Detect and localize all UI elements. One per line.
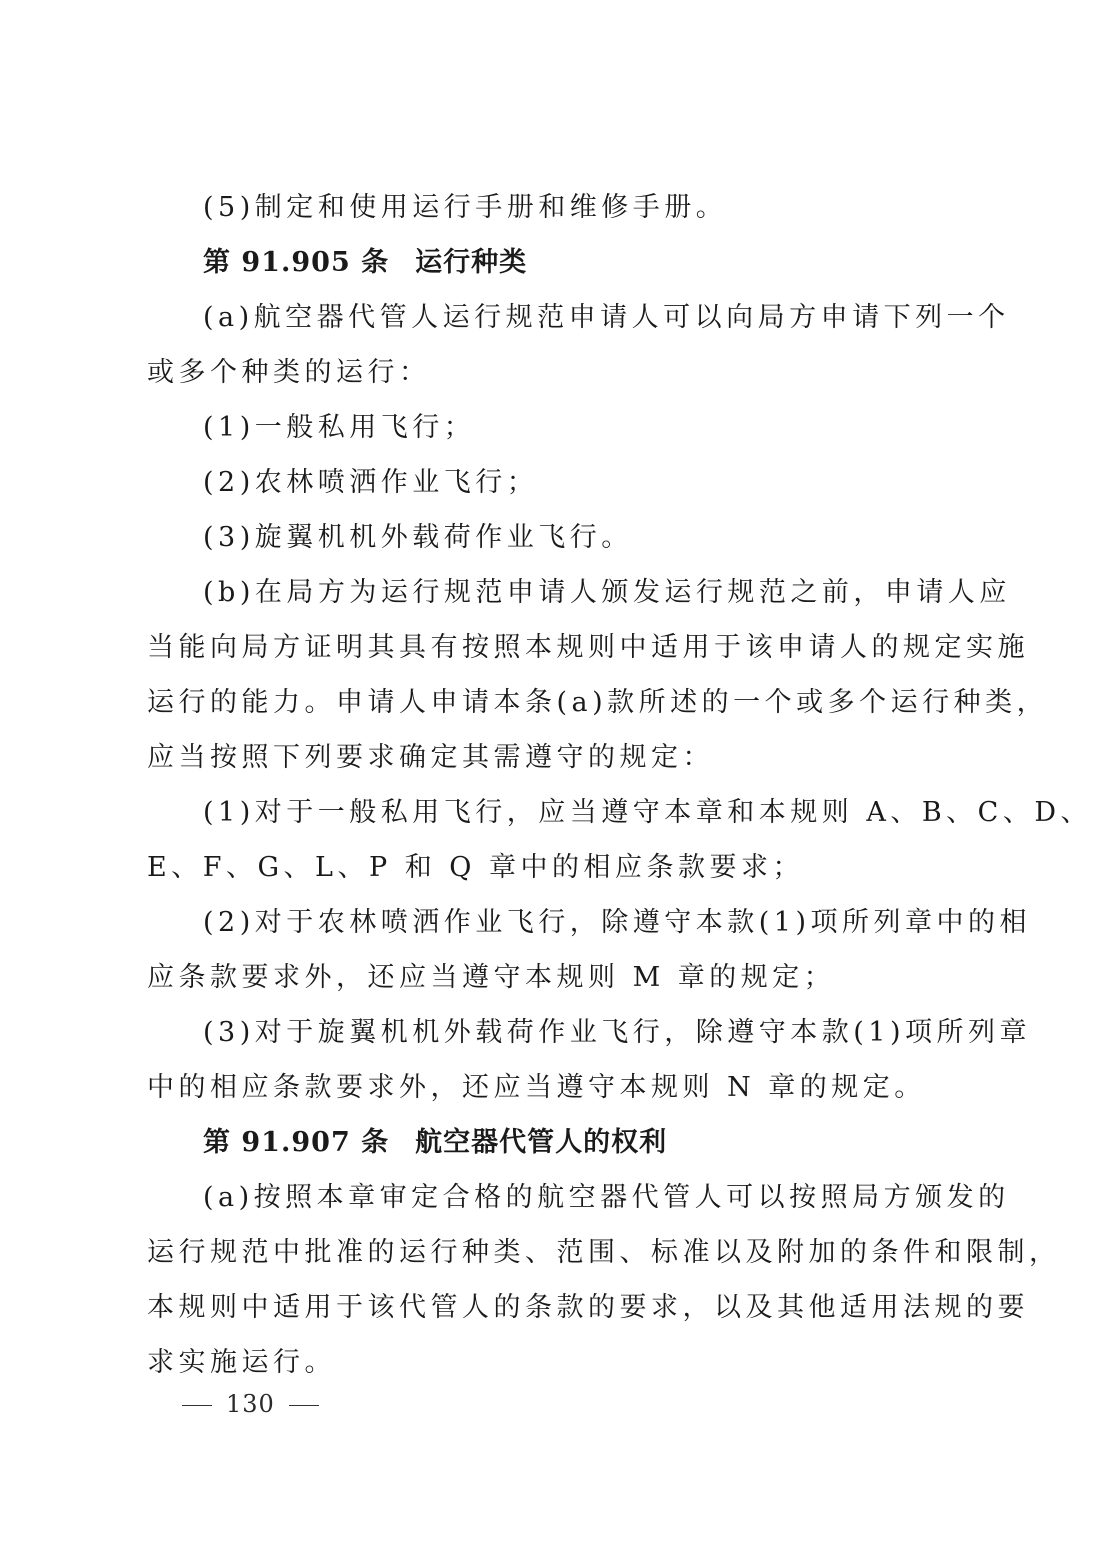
list-item: (2)农林喷洒作业飞行； [203, 467, 539, 498]
paragraph-line: (a)航空器代管人运行规范申请人可以向局方申请下列一个 [203, 302, 1010, 333]
list-item: (3)对于旋翼机机外载荷作业飞行，除遵守本款(1)项所列章 [203, 1017, 1031, 1048]
list-item: (1)对于一般私用飞行，应当遵守本章和本规则 A、B、C、D、 [203, 797, 1092, 828]
page-number-value: 130 [226, 1390, 275, 1418]
paragraph-line: 本规则中适用于该代管人的条款的要求，以及其他适用法规的要 [147, 1292, 1029, 1323]
page-number-dash-right [289, 1405, 319, 1406]
paragraph-line: (5)制定和使用运行手册和维修手册。 [203, 192, 728, 223]
paragraph-line: 当能向局方证明其具有按照本规则中适用于该申请人的规定实施 [147, 632, 1029, 663]
article-heading-91-905 [203, 243, 959, 283]
article-heading-91-907 [203, 1123, 959, 1163]
paragraph-line: (a)按照本章审定合格的航空器代管人可以按照局方颁发的 [203, 1182, 1010, 1213]
article-number: 第 91.907 条 [203, 1127, 390, 1158]
list-item-continuation: 中的相应条款要求外，还应当遵守本规则 N 章的规定。 [147, 1072, 926, 1103]
paragraph-line: 求实施运行。 [147, 1347, 336, 1378]
paragraph-line: 运行的能力。申请人申请本条(a)款所述的一个或多个运行种类， [147, 687, 1049, 718]
article-title: 运行种类 [415, 247, 528, 278]
page-number [168, 1388, 333, 1420]
list-item: (2)对于农林喷洒作业飞行，除遵守本款(1)项所列章中的相 [203, 907, 1031, 938]
paragraph-line: 应当按照下列要求确定其需遵守的规定： [147, 742, 714, 773]
paragraph-line: 运行规范中批准的运行种类、范围、标准以及附加的条件和限制， [147, 1237, 1061, 1268]
paragraph-line: 或多个种类的运行： [147, 357, 431, 388]
list-item: (1)一般私用飞行； [203, 412, 476, 443]
list-item-continuation: E、F、G、L、P 和 Q 章中的相应条款要求； [147, 852, 804, 883]
article-number: 第 91.905 条 [203, 247, 390, 278]
paragraph-line: (b)在局方为运行规范申请人颁发运行规范之前，申请人应 [203, 577, 1011, 608]
list-item: (3)旋翼机机外载荷作业飞行。 [203, 522, 633, 553]
page-number-dash-left [182, 1405, 212, 1406]
article-title: 航空器代管人的权利 [415, 1127, 668, 1158]
list-item-continuation: 应条款要求外，还应当遵守本规则 M 章的规定； [147, 962, 836, 993]
